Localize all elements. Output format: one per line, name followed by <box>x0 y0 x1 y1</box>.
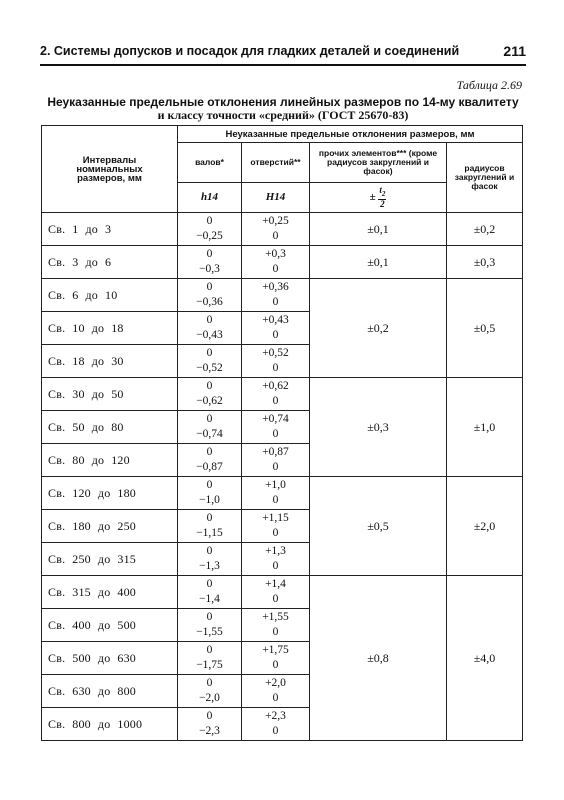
interval-to: 18 <box>111 320 124 335</box>
table-row <box>42 576 523 609</box>
table-row <box>42 378 523 411</box>
interval-to: 180 <box>117 485 137 500</box>
shaft-deviation-cell <box>178 609 242 642</box>
hole-deviation-cell <box>242 444 310 477</box>
interval-cell <box>42 576 178 609</box>
symbol-h14: h14 <box>178 183 242 213</box>
interval-to-word: до <box>91 386 105 401</box>
lower-deviation: −0,52 <box>196 362 223 374</box>
radii-chamfers-deviation: ±0,5 <box>447 279 523 378</box>
hole-deviation-cell <box>242 510 310 543</box>
hole-deviation-cell <box>242 345 310 378</box>
lower-deviation: 0 <box>272 428 279 440</box>
upper-deviation: 0 <box>206 710 213 722</box>
interval-from-word: Св. <box>48 254 66 269</box>
plus-minus-sign: ± <box>369 191 376 204</box>
upper-deviation: 0 <box>206 578 213 590</box>
lower-deviation: −1,55 <box>196 626 223 638</box>
header-shafts: валов* <box>178 143 242 183</box>
interval-to: 6 <box>105 254 112 269</box>
lower-deviation: 0 <box>272 725 279 737</box>
lower-deviation: 0 <box>272 263 279 275</box>
lower-deviation: −2,3 <box>199 725 220 737</box>
upper-deviation: +0,87 <box>262 446 289 458</box>
hole-deviation-cell <box>242 543 310 576</box>
interval-from: 315 <box>72 584 91 599</box>
table-title-line-2: и классу точности «средний» (ГОСТ 25670-83) <box>157 108 409 122</box>
table-row <box>42 246 523 279</box>
interval-from: 250 <box>72 551 91 566</box>
interval-from: 50 <box>72 419 85 434</box>
lower-deviation: −0,74 <box>196 428 223 440</box>
lower-deviation: −1,3 <box>199 560 220 572</box>
tolerance-table <box>41 125 523 741</box>
interval-cell <box>42 246 178 279</box>
hole-deviation-cell <box>242 378 310 411</box>
interval-cell <box>42 543 178 576</box>
interval-cell <box>42 279 178 312</box>
lower-deviation: 0 <box>272 527 279 539</box>
shaft-deviation-cell <box>178 345 242 378</box>
lower-deviation: 0 <box>272 230 279 242</box>
table-row <box>42 279 523 312</box>
interval-from: 500 <box>72 650 91 665</box>
interval-from: 180 <box>72 518 91 533</box>
shaft-deviation-cell <box>178 477 242 510</box>
interval-to: 400 <box>117 584 137 599</box>
shaft-deviation-cell <box>178 378 242 411</box>
interval-from: 800 <box>72 716 91 731</box>
lower-deviation: 0 <box>272 494 279 506</box>
upper-deviation: 0 <box>206 314 213 326</box>
shaft-deviation-cell <box>178 576 242 609</box>
interval-from-word: Св. <box>48 320 66 335</box>
radii-chamfers-deviation: ±2,0 <box>447 477 523 576</box>
interval-from-word: Св. <box>48 650 66 665</box>
interval-to: 250 <box>117 518 137 533</box>
upper-deviation: +1,75 <box>262 644 289 656</box>
interval-to: 315 <box>117 551 137 566</box>
radii-chamfers-deviation: ±4,0 <box>447 576 523 741</box>
interval-to-word: до <box>97 551 111 566</box>
upper-deviation: +0,43 <box>262 314 289 326</box>
lower-deviation: −0,3 <box>199 263 220 275</box>
page-number: 211 <box>503 43 526 59</box>
interval-to: 120 <box>111 452 130 467</box>
running-title: 2. Системы допусков и посадок для гладких деталей и соединений <box>40 44 460 58</box>
interval-from-word: Св. <box>48 683 66 698</box>
header-other: прочих элементов*** (кроме радиусов закруглений и фасок) <box>310 143 447 183</box>
lower-deviation: −0,36 <box>196 296 223 308</box>
upper-deviation: 0 <box>206 281 213 293</box>
upper-deviation: +0,62 <box>262 380 289 392</box>
hole-deviation-cell <box>242 576 310 609</box>
page-header <box>40 41 526 63</box>
lower-deviation: −0,62 <box>196 395 223 407</box>
interval-cell <box>42 213 178 246</box>
interval-to-word: до <box>97 650 111 665</box>
symbol-t2-half <box>310 183 447 213</box>
table-title-line-1: Неуказанные предельные отклонения линейных размеров по 14-му квалитету <box>47 95 519 109</box>
interval-to: 500 <box>117 617 137 632</box>
interval-cell <box>42 675 178 708</box>
numerator-t: t <box>379 185 382 196</box>
interval-to-word: до <box>97 518 111 533</box>
hole-deviation-cell <box>242 642 310 675</box>
upper-deviation: 0 <box>206 677 213 689</box>
upper-deviation: +0,3 <box>265 248 286 260</box>
interval-from: 120 <box>72 485 91 500</box>
radii-chamfers-deviation: ±0,2 <box>447 213 523 246</box>
interval-to-word: до <box>97 716 111 731</box>
interval-cell <box>42 378 178 411</box>
upper-deviation: +2,3 <box>265 710 286 722</box>
upper-deviation: 0 <box>206 215 213 227</box>
interval-to: 800 <box>117 683 137 698</box>
interval-from-word: Св. <box>48 353 66 368</box>
lower-deviation: −1,4 <box>199 593 220 605</box>
interval-from-word: Св. <box>48 386 66 401</box>
interval-from-word: Св. <box>48 419 66 434</box>
interval-cell <box>42 345 178 378</box>
interval-from: 6 <box>72 287 79 302</box>
lower-deviation: 0 <box>272 461 279 473</box>
shaft-deviation-cell <box>178 543 242 576</box>
interval-from-word: Св. <box>48 551 66 566</box>
other-elements-deviation: ±0,2 <box>310 279 447 378</box>
fraction-numerator <box>378 186 386 200</box>
interval-from: 1 <box>72 221 79 236</box>
lower-deviation: 0 <box>272 296 279 308</box>
upper-deviation: +0,36 <box>262 281 289 293</box>
other-elements-deviation: ±0,1 <box>310 246 447 279</box>
interval-from: 18 <box>72 353 85 368</box>
interval-from: 630 <box>72 683 91 698</box>
lower-deviation: −0,25 <box>196 230 223 242</box>
interval-to-word: до <box>91 452 105 467</box>
upper-deviation: 0 <box>206 248 213 260</box>
table-row <box>42 477 523 510</box>
upper-deviation: 0 <box>206 446 213 458</box>
interval-to-word: до <box>97 485 111 500</box>
shaft-deviation-cell <box>178 411 242 444</box>
upper-deviation: +1,0 <box>265 479 286 491</box>
shaft-deviation-cell <box>178 708 242 741</box>
interval-cell <box>42 444 178 477</box>
lower-deviation: 0 <box>272 362 279 374</box>
interval-to-word: до <box>97 683 111 698</box>
table-row <box>42 213 523 246</box>
interval-to-word: до <box>97 617 111 632</box>
upper-deviation: 0 <box>206 512 213 524</box>
lower-deviation: 0 <box>272 395 279 407</box>
other-elements-deviation: ±0,5 <box>310 477 447 576</box>
interval-from-word: Св. <box>48 617 66 632</box>
upper-deviation: +1,15 <box>262 512 289 524</box>
interval-from-word: Св. <box>48 485 66 500</box>
header-holes: отверстий** <box>242 143 310 183</box>
lower-deviation: 0 <box>272 626 279 638</box>
shaft-deviation-cell <box>178 510 242 543</box>
interval-cell <box>42 642 178 675</box>
radii-chamfers-deviation: ±1,0 <box>447 378 523 477</box>
header-rule <box>40 64 526 66</box>
interval-to: 1000 <box>117 716 143 731</box>
interval-to: 80 <box>111 419 124 434</box>
header-intervals: Интервалы номинальных размеров, мм <box>42 126 178 213</box>
lower-deviation: −1,15 <box>196 527 223 539</box>
interval-from-word: Св. <box>48 716 66 731</box>
lower-deviation: 0 <box>272 560 279 572</box>
interval-from: 80 <box>72 452 85 467</box>
interval-to-word: до <box>91 419 105 434</box>
header-radii: радиусов закруглений и фасок <box>447 143 523 213</box>
interval-cell <box>42 477 178 510</box>
shaft-deviation-cell <box>178 675 242 708</box>
lower-deviation: −1,0 <box>199 494 220 506</box>
other-elements-deviation: ±0,3 <box>310 378 447 477</box>
shaft-deviation-cell <box>178 279 242 312</box>
hole-deviation-cell <box>242 411 310 444</box>
interval-from-word: Св. <box>48 584 66 599</box>
shaft-deviation-cell <box>178 642 242 675</box>
upper-deviation: +0,52 <box>262 347 289 359</box>
hole-deviation-cell <box>242 675 310 708</box>
other-elements-deviation: ±0,8 <box>310 576 447 741</box>
lower-deviation: −1,75 <box>196 659 223 671</box>
interval-from: 30 <box>72 386 85 401</box>
interval-from: 10 <box>72 320 85 335</box>
interval-from: 400 <box>72 617 91 632</box>
interval-from: 3 <box>72 254 79 269</box>
interval-to: 30 <box>111 353 124 368</box>
interval-to-word: до <box>91 320 105 335</box>
lower-deviation: 0 <box>272 329 279 341</box>
upper-deviation: +1,3 <box>265 545 286 557</box>
shaft-deviation-cell <box>178 312 242 345</box>
upper-deviation: +1,4 <box>265 578 286 590</box>
interval-to: 3 <box>105 221 112 236</box>
lower-deviation: 0 <box>272 593 279 605</box>
interval-to-word: до <box>91 353 105 368</box>
lower-deviation: 0 <box>272 692 279 704</box>
header-group: Неуказанные предельные отклонения размеров, мм <box>178 126 523 143</box>
other-elements-deviation: ±0,1 <box>310 213 447 246</box>
interval-to-word: до <box>85 221 98 236</box>
upper-deviation: 0 <box>206 380 213 392</box>
lower-deviation: −0,43 <box>196 329 223 341</box>
interval-from-word: Св. <box>48 221 66 236</box>
interval-to-word: до <box>97 584 111 599</box>
upper-deviation: 0 <box>206 545 213 557</box>
table-caption: Таблица 2.69 <box>456 78 522 92</box>
upper-deviation: 0 <box>206 413 213 425</box>
fraction-t2-over-2 <box>378 186 386 209</box>
interval-to: 50 <box>111 386 124 401</box>
interval-cell <box>42 609 178 642</box>
upper-deviation: +0,25 <box>262 215 289 227</box>
interval-from-word: Св. <box>48 518 66 533</box>
radii-chamfers-deviation: ±0,3 <box>447 246 523 279</box>
interval-cell <box>42 312 178 345</box>
upper-deviation: +0,74 <box>262 413 289 425</box>
upper-deviation: 0 <box>206 479 213 491</box>
numerator-subscript: 2 <box>381 189 386 198</box>
interval-from-word: Св. <box>48 452 66 467</box>
shaft-deviation-cell <box>178 444 242 477</box>
lower-deviation: −2,0 <box>199 692 220 704</box>
hole-deviation-cell <box>242 477 310 510</box>
interval-cell <box>42 510 178 543</box>
shaft-deviation-cell <box>178 213 242 246</box>
interval-to: 630 <box>117 650 137 665</box>
hole-deviation-cell <box>242 213 310 246</box>
interval-to-word: до <box>85 287 98 302</box>
interval-to-word: до <box>85 254 98 269</box>
hole-deviation-cell <box>242 708 310 741</box>
upper-deviation: 0 <box>206 644 213 656</box>
table-title <box>40 96 526 122</box>
upper-deviation: 0 <box>206 611 213 623</box>
upper-deviation: +2,0 <box>265 677 286 689</box>
fraction-denominator: 2 <box>380 198 385 209</box>
hole-deviation-cell <box>242 609 310 642</box>
hole-deviation-cell <box>242 246 310 279</box>
interval-cell <box>42 708 178 741</box>
hole-deviation-cell <box>242 279 310 312</box>
interval-to: 10 <box>105 287 118 302</box>
interval-from-word: Св. <box>48 287 66 302</box>
lower-deviation: 0 <box>272 659 279 671</box>
upper-deviation: +1,55 <box>262 611 289 623</box>
hole-deviation-cell <box>242 312 310 345</box>
lower-deviation: −0,87 <box>196 461 223 473</box>
shaft-deviation-cell <box>178 246 242 279</box>
table-body <box>42 213 523 741</box>
upper-deviation: 0 <box>206 347 213 359</box>
symbol-H14: H14 <box>242 183 310 213</box>
interval-cell <box>42 411 178 444</box>
